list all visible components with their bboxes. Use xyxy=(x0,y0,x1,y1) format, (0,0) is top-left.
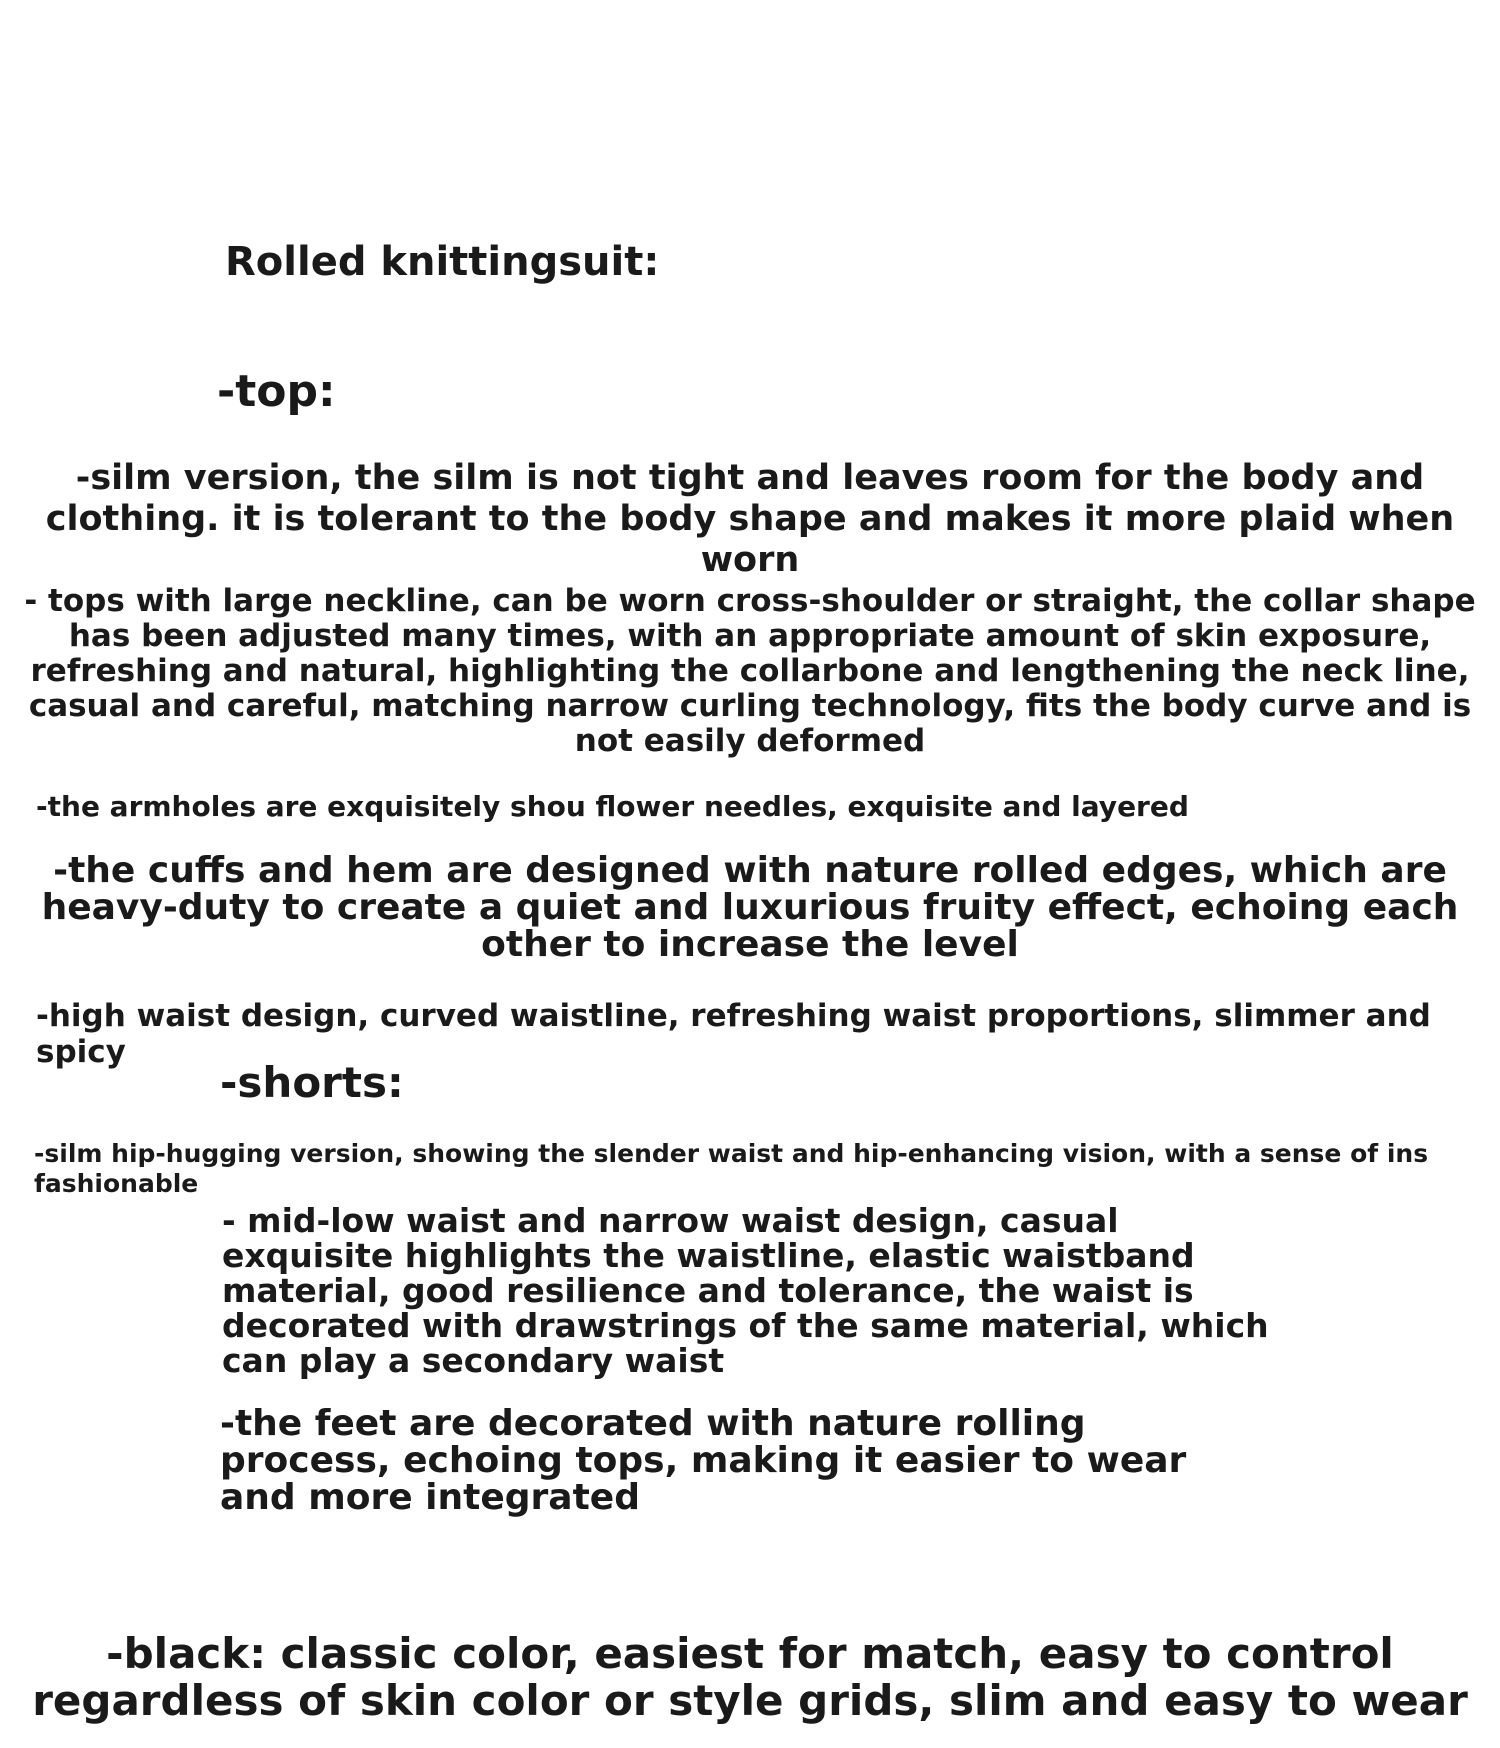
page-title: Rolled knittingsuit: xyxy=(225,239,660,285)
top-section-heading: -top: xyxy=(217,366,336,417)
shorts-fit-description: -silm hip-hugging version, showing the slender waist and hip-enhancing vision, with a sense of ins fashionable xyxy=(34,1139,1429,1198)
shorts-section-heading: -shorts: xyxy=(220,1058,404,1107)
top-cuffs-description: -the cuffs and hem are designed with nature rolled edges, which are heavy-duty to create a quiet and luxurious fruity effect, echoing each other to increase the level xyxy=(41,850,1459,965)
color-note: -black: classic color, easiest for match, easy to control regardless of skin color or style grids, slim and easy to wear xyxy=(32,1629,1468,1725)
top-waist-description: -high waist design, curved waistline, refreshing waist proportions, slimmer and spicy xyxy=(36,998,1431,1070)
top-armhole-description: -the armholes are exquisitely shou flower needles, exquisite and layered xyxy=(36,790,1189,823)
shorts-feet-description: -the feet are decorated with nature rolling process, echoing tops, making it easier to wear and more integrated xyxy=(220,1403,1187,1518)
top-neckline-description: - tops with large neckline, can be worn cross-shoulder or straight, the collar shape has been adjusted many times, with an appropriate amount of skin exposure, refreshing and natural, highlighting the collarbone and lengthening the neck line, casual and careful, matching narrow curling technology, fits the body curve and is not easily deformed xyxy=(24,583,1476,759)
top-fit-description: -silm version, the silm is not tight and leaves room for the body and clothing. it is tolerant to the body shape and makes it more plaid when worn xyxy=(45,458,1455,580)
shorts-waist-description: - mid-low waist and narrow waist design, casual exquisite highlights the waistline, elastic waistband material, good resilience and tolerance, the waist is decorated with drawstrings of the same material, which can play a secondary waist xyxy=(222,1201,1269,1380)
